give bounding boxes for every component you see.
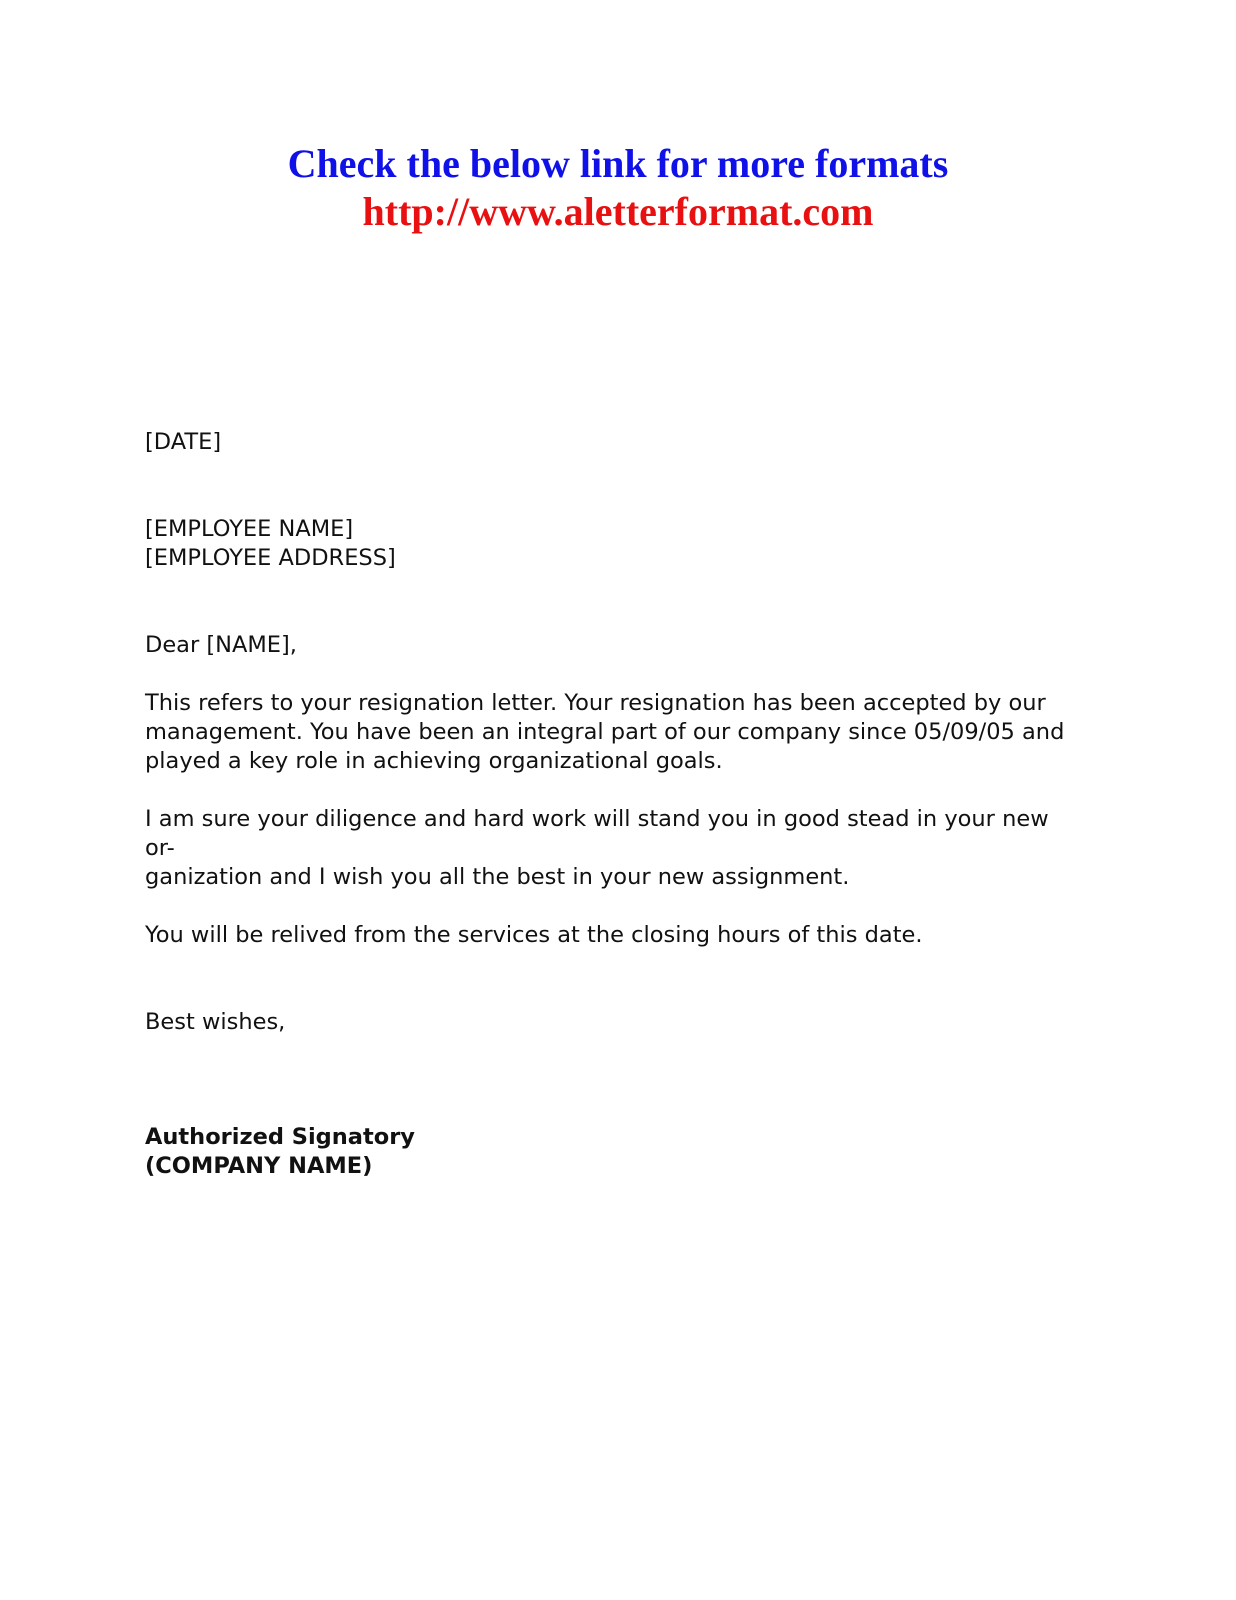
closing: Best wishes,: [145, 1009, 286, 1035]
letter-body: [145, 428, 1065, 1181]
paragraph-line: This refers to your resignation letter. Your resignation has been accepted by our: [145, 690, 1046, 716]
formats-heading: Check the below link for more formats: [287, 141, 949, 186]
employee-address: [EMPLOYEE ADDRESS]: [145, 545, 396, 571]
company-name: (COMPANY NAME): [145, 1153, 373, 1179]
paragraph-line: played a key role in achieving organizational goals.: [145, 748, 723, 774]
paragraph-line: I am sure your diligence and hard work will stand you in good stead in your new or-: [145, 806, 1049, 861]
date-placeholder: [DATE]: [145, 429, 222, 455]
header-banner: [0, 140, 1236, 236]
paragraph-line: management. You have been an integral part of our company since 05/09/05 and: [145, 719, 1065, 745]
employee-name: [EMPLOYEE NAME]: [145, 516, 354, 542]
paragraph-line: ganization and I wish you all the best in your new assignment.: [145, 864, 850, 890]
paragraph-wishes: [145, 805, 1065, 892]
website-link[interactable]: http://www.aletterformat.com: [362, 189, 874, 234]
paragraph-acceptance: [145, 689, 1065, 776]
paragraph-relieving: You will be relived from the services at the closing hours of this date.: [145, 922, 923, 948]
signatory: Authorized Signatory: [145, 1124, 415, 1150]
salutation: Dear [NAME],: [145, 632, 297, 658]
